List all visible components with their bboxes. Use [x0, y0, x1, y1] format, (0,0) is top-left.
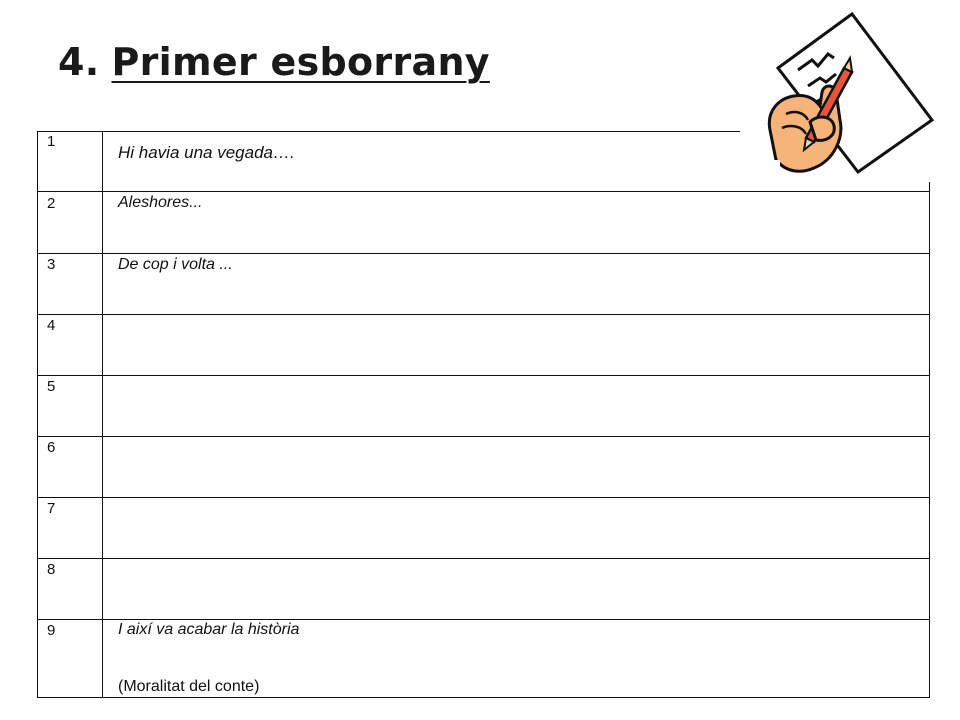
- table-bottom-border: [37, 697, 930, 698]
- table-left-border: [37, 131, 38, 697]
- row-text: Aleshores...: [118, 194, 203, 211]
- row-divider: [37, 436, 930, 437]
- row-number: 5: [47, 378, 56, 395]
- row-number: 3: [47, 256, 56, 273]
- moral-note: (Moralitat del conte): [118, 678, 260, 695]
- row-number: 1: [47, 133, 56, 150]
- table-top-border: [37, 131, 740, 132]
- row-divider: [37, 619, 930, 620]
- row-divider: [37, 375, 930, 376]
- row-number: 4: [47, 317, 56, 334]
- row-text: De cop i volta ...: [118, 256, 233, 273]
- table-column-divider: [102, 131, 103, 697]
- row-divider: [37, 558, 930, 559]
- section-title: Primer esborrany: [111, 40, 490, 84]
- row-number: 9: [47, 622, 56, 639]
- row-text: Hi havia una vegada….: [118, 143, 295, 162]
- section-number: 4.: [58, 40, 100, 84]
- row-number: 6: [47, 439, 56, 456]
- row-divider: [37, 191, 930, 192]
- row-divider: [37, 497, 930, 498]
- row-number: 2: [47, 195, 56, 212]
- row-divider: [37, 253, 930, 254]
- hand-writing-icon: [760, 10, 935, 182]
- row-divider: [37, 314, 930, 315]
- row-number: 8: [47, 561, 56, 578]
- row-text: I així va acabar la història: [118, 621, 300, 638]
- row-number: 7: [47, 500, 56, 517]
